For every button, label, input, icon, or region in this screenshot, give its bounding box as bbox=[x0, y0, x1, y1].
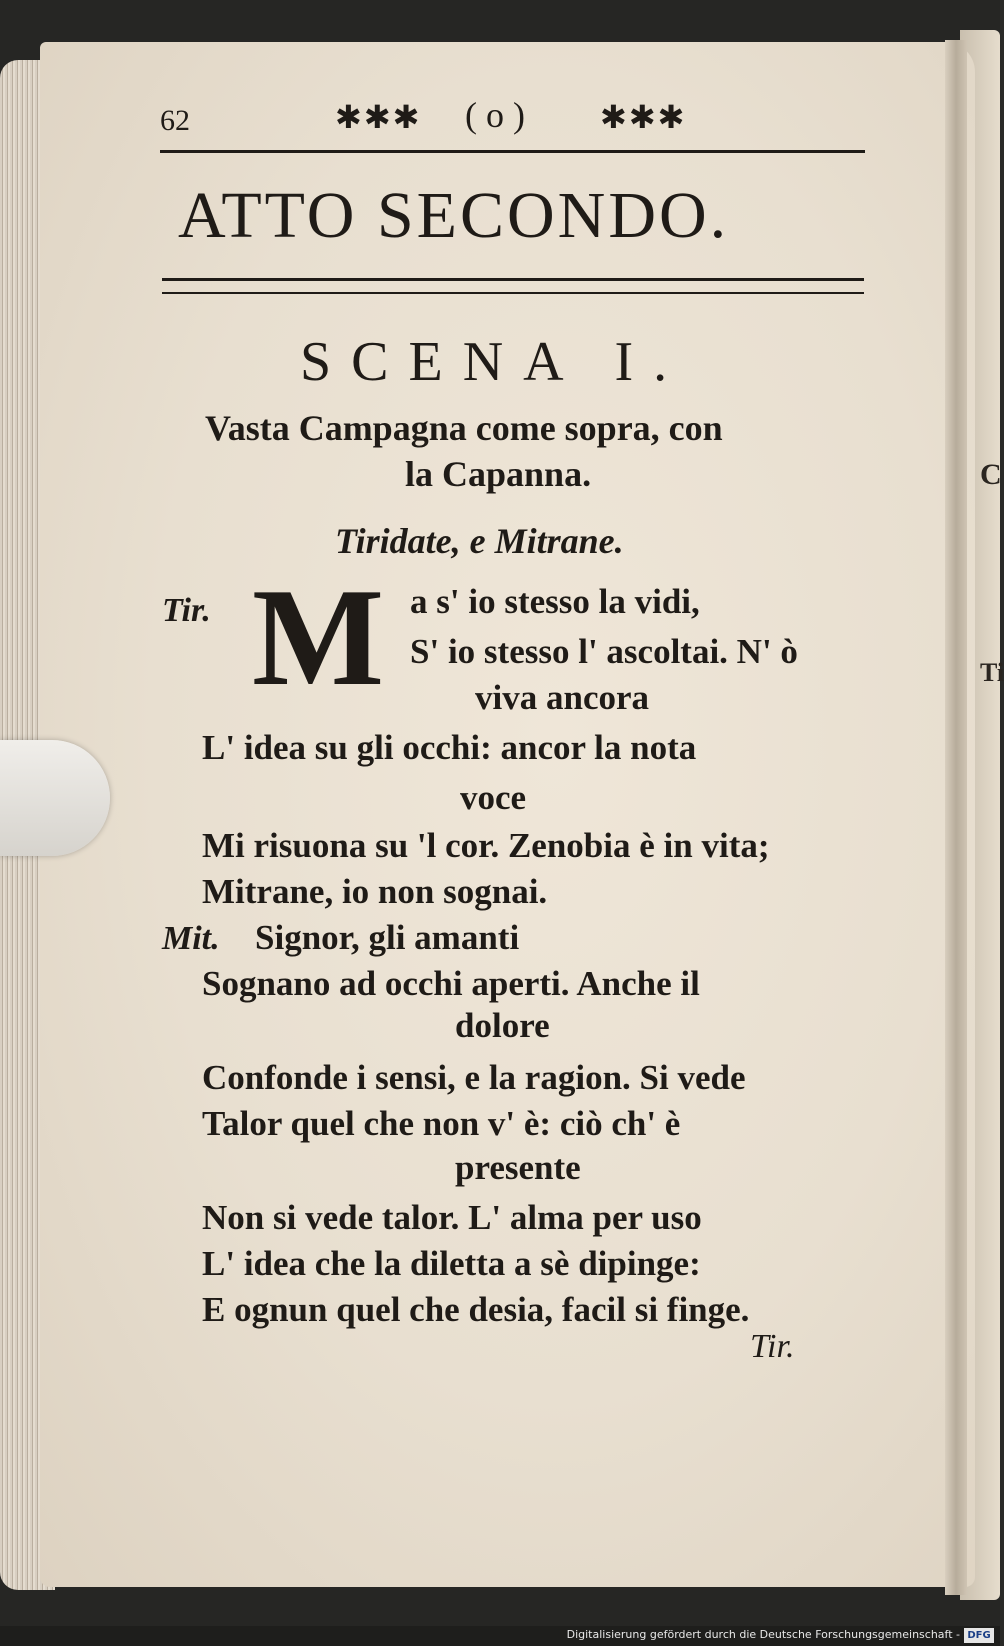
verse-line: Mi risuona su 'l cor. Zenobia è in vita; bbox=[202, 826, 770, 865]
book-gutter bbox=[945, 40, 967, 1595]
dfg-logo-icon: DFG bbox=[964, 1628, 994, 1643]
running-header bbox=[160, 92, 880, 142]
ornament-right-icon: ✱✱✱ bbox=[600, 99, 687, 135]
verse-line: Signor, gli amanti bbox=[255, 918, 520, 957]
page-number: 62 bbox=[160, 104, 190, 137]
verse-line: Mitrane, io non sognai. bbox=[202, 872, 548, 911]
header-mark: ( o ) bbox=[465, 95, 525, 135]
title-rule bbox=[162, 292, 864, 294]
stage-direction-line: la Capanna. bbox=[405, 454, 592, 494]
verse-line: voce bbox=[460, 778, 527, 817]
stage-direction bbox=[205, 405, 845, 497]
speaker-mit: Mit. bbox=[162, 920, 220, 957]
act-title: ATTO SECONDO. bbox=[178, 179, 730, 252]
verse-line: Talor quel che non v' è: ciò ch' è bbox=[202, 1104, 681, 1143]
next-page-glyph: C bbox=[980, 458, 1002, 491]
verse-line: a s' io stesso la vidi, bbox=[410, 582, 700, 621]
scene-title: SCENA I. bbox=[300, 331, 688, 393]
verse-line: Sognano ad occhi aperti. Anche il bbox=[202, 964, 700, 1003]
verse-line: E ognun quel che desia, facil si finge. bbox=[202, 1290, 750, 1329]
verse-line: L' idea che la diletta a sè dipinge: bbox=[202, 1244, 701, 1283]
verse-line: Confonde i sensi, e la ragion. Si vede bbox=[202, 1058, 746, 1097]
verse-line: S' io stesso l' ascoltai. N' ò bbox=[410, 632, 798, 671]
next-page-glyph: Ti bbox=[980, 658, 1004, 687]
speaker-tir: Tir. bbox=[162, 592, 211, 629]
stage-direction-line: Vasta Campagna come sopra, con bbox=[205, 408, 723, 448]
verse-line: L' idea su gli occhi: ancor la nota bbox=[202, 728, 697, 767]
ornament-left-icon: ✱✱✱ bbox=[335, 99, 422, 135]
title-rule bbox=[162, 278, 864, 281]
footer-credit: Digitalisierung gefördert durch die Deutsche Forschungsgemeinschaft - bbox=[566, 1628, 960, 1641]
verse-line: presente bbox=[455, 1148, 581, 1187]
verse-line: dolore bbox=[455, 1006, 550, 1045]
header-rule bbox=[160, 150, 865, 153]
drop-cap: M bbox=[252, 560, 385, 715]
verse-line: viva ancora bbox=[475, 678, 650, 717]
characters-line: Tiridate, e Mitrane. bbox=[335, 521, 624, 561]
verse-line: Non si vede talor. L' alma per uso bbox=[202, 1198, 702, 1237]
catchword: Tir. bbox=[750, 1328, 795, 1365]
